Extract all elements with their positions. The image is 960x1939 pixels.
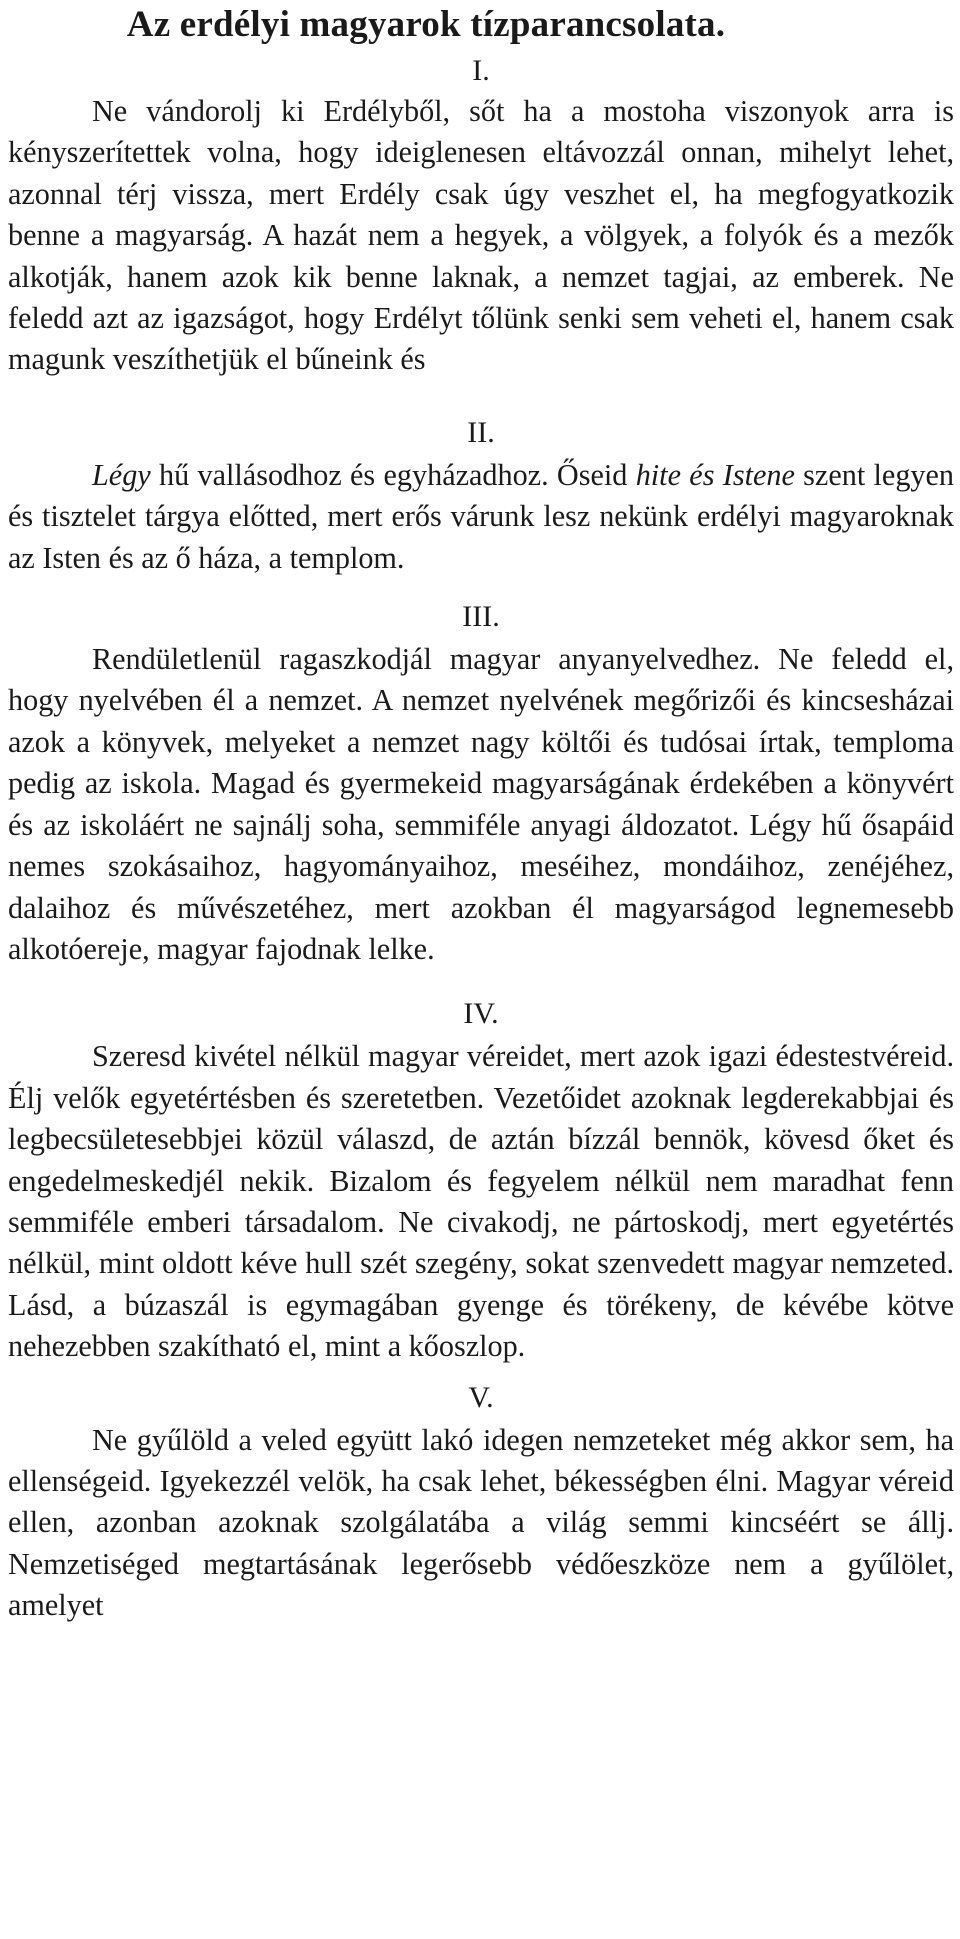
section-2-text-part2: szent legyen és tisztelet tárgya előtted, mert erős várunk lesz nekünk erdélyi magyaroknak az Isten és az ő háza, a templom.	[8, 457, 955, 575]
document-page	[8, 0, 954, 1627]
section-2-italic-phrase: hite és Istene	[635, 457, 795, 492]
section-2-lead-italic: Légy	[92, 457, 151, 492]
section-number-3: III.	[462, 600, 500, 634]
section-text-3: Rendületlenül ragaszkodjál magyar anyanyelvedhez. Ne feledd el, hogy nyelvében él a nemzet. A nemzet nyelvének megőrizői és kincsesházai azok a könyvek, melyeket a nemzet nagy költői és tudósai írtak, temploma pedig az iskola. Magad és gyermekeid magyarságának érdekében a könyvért és az iskoláért ne sajnálj soha, semmiféle anyagi áldozatot. Légy hű ősapáid nemes szokásaihoz, hagyományaihoz, meséihez, mondáihoz, zenéjéhez, dalaihoz és művészetéhez, mert azokban él magyarságod legnemesebb alkotóereje, magyar fajodnak lelke.	[8, 642, 954, 966]
section-text-5: Ne gyűlöld a veled együtt lakó idegen nemzeteket még akkor sem, ha ellenségeid. Igyekezzél velök, ha csak lehet, békességben élni. Magyar véreid ellen, azonban azoknak szolgálatába a világ semmi kincséért se állj. Nemzetiséged megtartásának legerősebb védőeszköze nem a gyűlölet, amelyet	[8, 1422, 954, 1623]
section-text-2	[8, 455, 954, 579]
section-2-text-part1: hű vallásodhoz és egyházadhoz. Őseid	[150, 457, 636, 492]
section-text-1: Ne vándorolj ki Erdélyből, sőt ha a mostoha viszonyok arra is kényszerítettek volna, hogy ideiglenesen eltávozzál onnan, mihelyt lehet, azonnal térj vissza, mert Erdély csak úgy veszhet el, ha megfogyatkozik benne a magyarság. A hazát nem a hegyek, a völgyek, a folyók és a mezők alkotják, hanem azok kik benne laknak, a nemzet tagjai, az emberek. Ne feledd azt az igazságot, hogy Erdélyt tőlünk senki sem veheti el, hanem csak magunk veszíthetjük el bűneink és	[8, 94, 954, 377]
section-text-4: Szeresd kivétel nélkül magyar véreidet, mert azok igazi édestestvéreid. Élj velők egyetértésben és szeretetben. Vezetőidet azoknak legderekabbjai és legbecsületesebbjei közül válaszd, de aztán bízzál bennök, kövesd őket és engedelmeskedjél nekik. Bizalom és fegyelem nélkül nem maradhat fenn semmiféle emberi társadalom. Ne civakodj, ne pártoskodj, mert egyetértés nélkül, mint oldott kéve hull szét szegény, sokat szenvedett magyar nemzeted. Lásd, a búzaszál is egymagában gyenge és törékeny, de kévébe kötve nehezebben szakítható el, mint a kőoszlop.	[8, 1039, 954, 1364]
section-number-2: II.	[467, 415, 495, 449]
section-number-1: I.	[472, 54, 490, 87]
section-number-5: V.	[468, 1380, 494, 1414]
document-title: Az erdélyi magyarok tízparancsolata.	[126, 4, 726, 45]
section-number-4: IV.	[463, 997, 499, 1031]
